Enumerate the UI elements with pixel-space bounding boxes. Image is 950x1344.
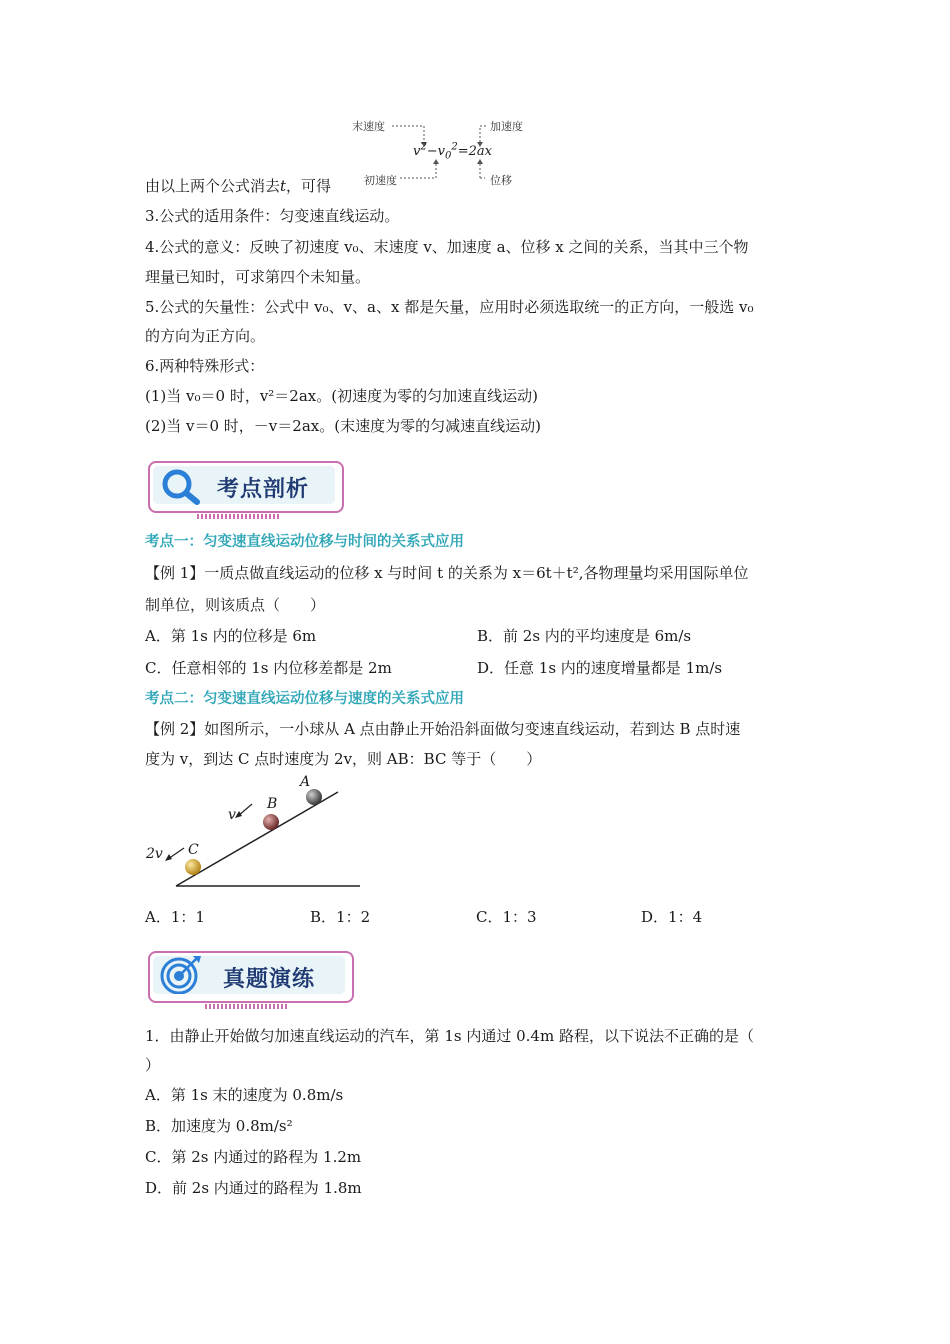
topic2-heading: 考点二：匀变速直线运动位移与速度的关系式应用 (145, 691, 464, 707)
formula-equation: $v^2-v_0^2=2ax$ (413, 141, 492, 162)
banner-stripe (205, 1004, 289, 1009)
example2-line1: 【例 2】如图所示，一小球从 A 点由静止开始沿斜面做匀变速直线运动，若到达 B 点时速 (145, 720, 741, 738)
initial-velocity-label: 初速度 (364, 174, 397, 187)
ball-a (306, 789, 322, 805)
item-6-1: (1)当 v₀＝0 时，v²＝2ax。(初速度为零的匀加速直线运动) (145, 387, 538, 405)
item-4-line2: 理量已知时，可求第四个未知量。 (145, 268, 371, 286)
banner-analysis (145, 458, 345, 520)
label-2v: 2v (146, 846, 163, 862)
ball-c (185, 859, 201, 875)
ball-b (263, 814, 279, 830)
example2-option-c: C．1：3 (476, 908, 537, 926)
item-3: 3.公式的适用条件：匀变速直线运动。 (145, 207, 400, 225)
incline-line (176, 792, 338, 886)
example1-option-a: A．第 1s 内的位移是 6m (145, 627, 317, 645)
final-velocity-label: 末速度 (352, 120, 385, 133)
example1-option-c: C．任意相邻的 1s 内位移差都是 2m (145, 659, 392, 677)
item-5-line2: 的方向为正方向。 (145, 327, 266, 345)
banner-practice (145, 948, 355, 1010)
topic1-heading: 考点一：匀变速直线运动位移与时间的关系式应用 (145, 534, 464, 550)
item-5-line1: 5.公式的矢量性：公式中 v₀、v、a、x 都是矢量，应用时必须选取统一的正方向，一般选 v₀ (145, 298, 754, 316)
question1-option-d: D．前 2s 内通过的路程为 1.8m (145, 1179, 362, 1197)
question1-line2: ） (145, 1056, 161, 1074)
label-c: C (188, 842, 199, 858)
example1-line2: 制单位，则该质点（ ） (145, 596, 326, 614)
intro-line: 由以上两个公式消去t，可得 (145, 177, 332, 195)
label-v: v (228, 807, 236, 823)
question1-line1: 1．由静止开始做匀加速直线运动的汽车，第 1s 内通过 0.4m 路程，以下说法不正确的是（ (145, 1027, 754, 1045)
question1-option-a: A．第 1s 末的速度为 0.8m/s (145, 1086, 344, 1104)
formula-figure (340, 112, 540, 192)
target-icon (157, 952, 207, 994)
magnifier-icon (159, 466, 203, 506)
banner-stripe (197, 514, 281, 519)
item-6-2: (2)当 v＝0 时，－v＝2ax。(末速度为零的匀减速直线运动) (145, 417, 541, 435)
question1-option-b: B．加速度为 0.8m/s² (145, 1117, 293, 1135)
example1-line1: 【例 1】一质点做直线运动的位移 x 与时间 t 的关系为 x＝6t＋t²,各物理量均采用国际单位 (145, 564, 749, 582)
item-6: 6.两种特殊形式： (145, 357, 265, 375)
item-4-line1: 4.公式的意义：反映了初速度 v₀、末速度 v、加速度 a、位移 x 之间的关系，当其中三个物 (145, 238, 749, 256)
banner-analysis-title: 考点剖析 (217, 477, 310, 502)
question1-option-c: C．第 2s 内通过的路程为 1.2m (145, 1148, 362, 1166)
acceleration-label: 加速度 (490, 120, 523, 133)
example2-option-b: B．1：2 (310, 908, 371, 926)
example1-option-d: D．任意 1s 内的速度增量都是 1m/s (477, 659, 723, 677)
example1-option-b: B．前 2s 内的平均速度是 6m/s (477, 627, 692, 645)
example2-line2: 度为 v，到达 C 点时速度为 2v，则 AB：BC 等于（ ） (145, 750, 542, 768)
example2-option-d: D．1：4 (641, 908, 703, 926)
incline-figure (140, 772, 370, 892)
displacement-label: 位移 (490, 174, 512, 187)
banner-practice-title: 真题演练 (223, 967, 316, 992)
incline-drawing (140, 772, 370, 892)
label-b: B (267, 796, 278, 812)
label-a: A (300, 774, 311, 790)
example2-option-a: A．1：1 (145, 908, 205, 926)
